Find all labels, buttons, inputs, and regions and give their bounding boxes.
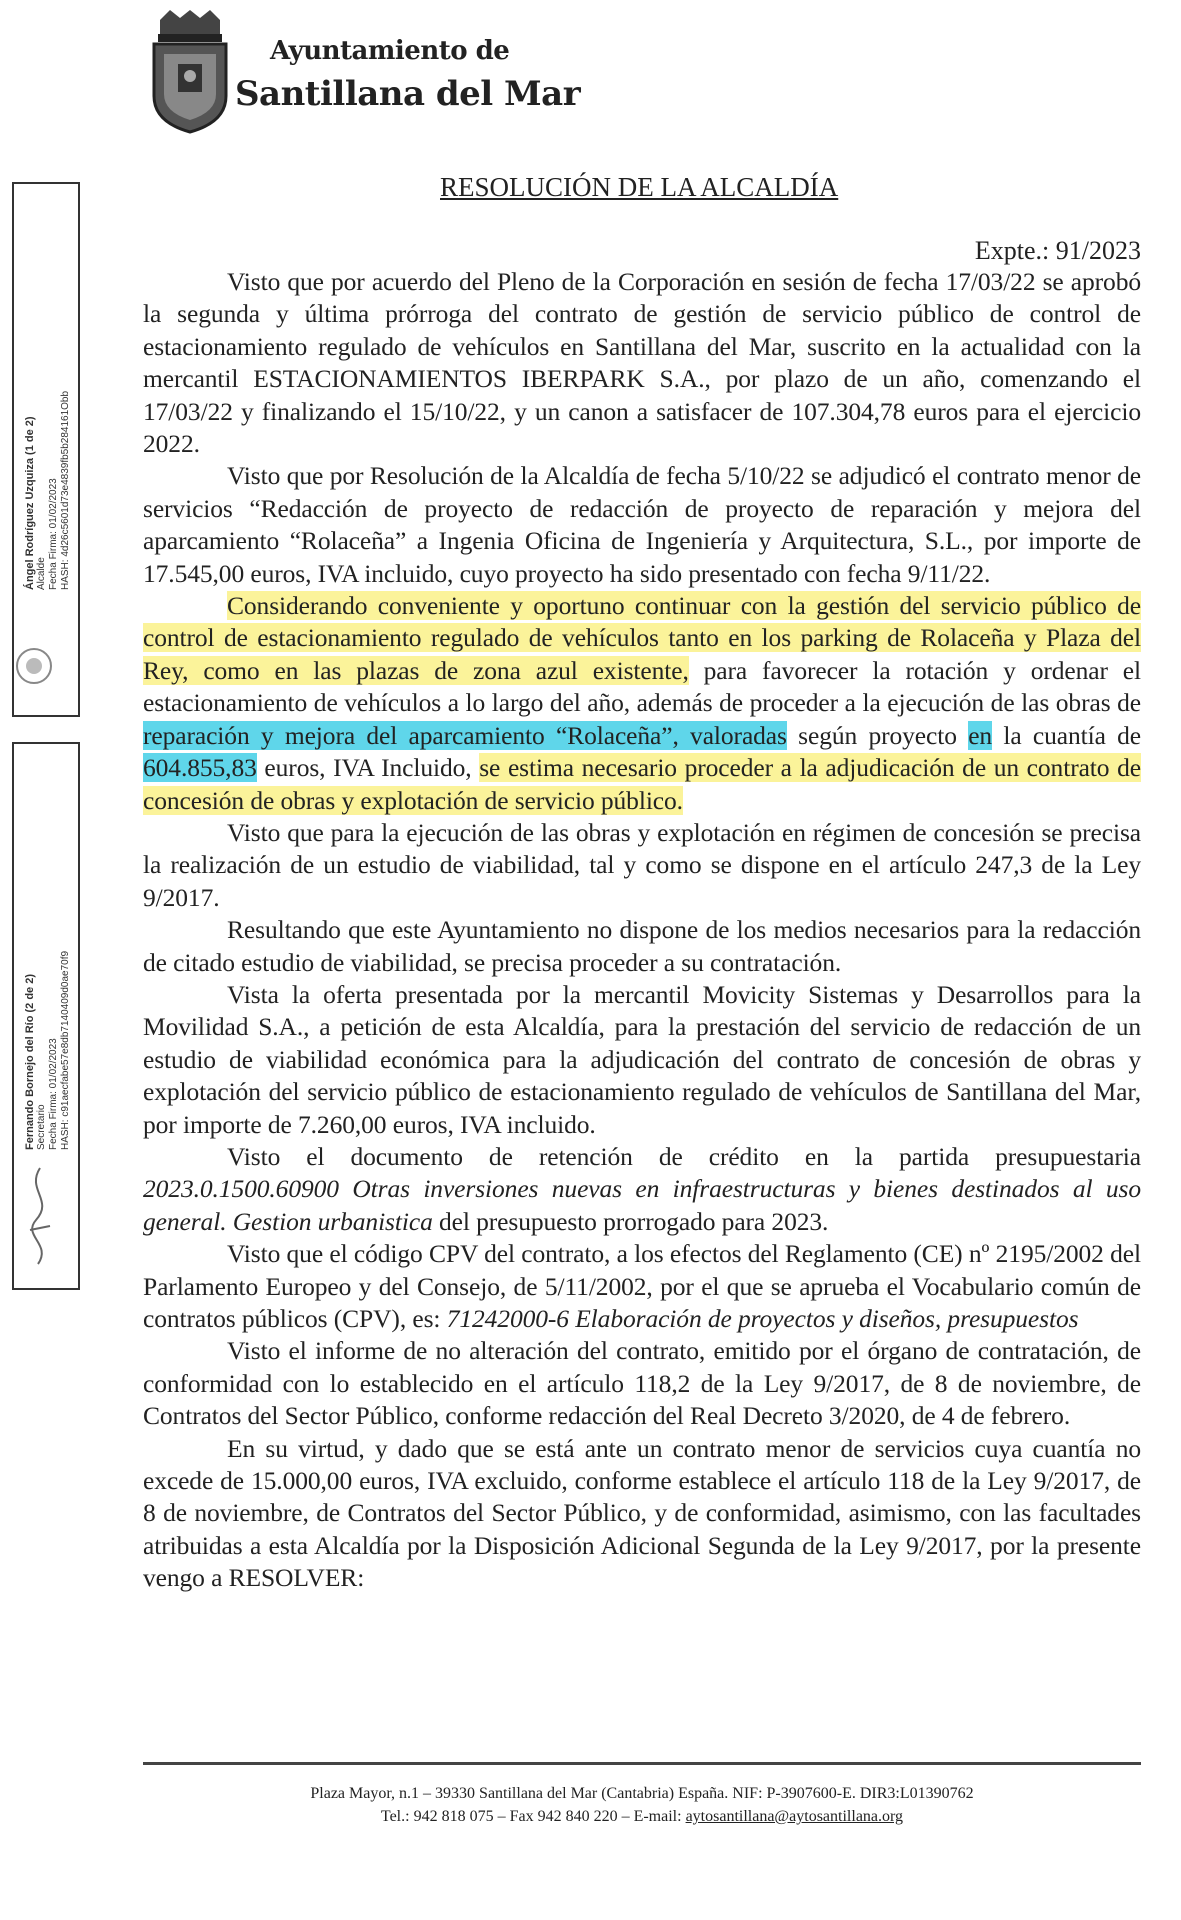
footer-contact — [143, 1805, 1141, 1828]
signer-role: Secretario — [36, 1104, 47, 1150]
paragraph: Visto que por acuerdo del Pleno de la Corporación en sesión de fecha 17/03/22 se aprobó la segunda y última prórroga del contrato de gestión de servicio público de control de estacionamiento regulado de vehículos en Santillana del Mar, suscrito en la actualidad con la mercantil ESTACIONAMIENTOS IBERPARK S.A., por plazo de un año, comenzando el 17/03/22 y finalizando el 15/10/22, y un canon a satisfacer de 107.304,78 euros para el ejercicio 2022. — [143, 267, 1141, 459]
footer-divider — [143, 1762, 1141, 1765]
paragraph-highlighted — [143, 590, 1141, 817]
seal-icon — [16, 648, 52, 684]
signer-name: Fernando Bornejo del Río (2 de 2) — [24, 973, 36, 1150]
signature-date: Fecha Firma: 01/02/2023 — [48, 478, 59, 590]
signer-role: Alcalde — [36, 557, 47, 590]
signer-name: Ángel Rodríguez Uzquiza (1 de 2) — [24, 416, 36, 590]
text-run: Visto el documento de retención de crédito en la partida presupuestaria — [227, 1141, 1141, 1171]
footer-phone-fax: Tel.: 942 818 075 – Fax 942 840 220 – E-mail: — [380, 1808, 686, 1825]
highlight-cyan: reparación y mejora del aparcamiento “Rolaceña”, valoradas — [143, 720, 787, 750]
paragraph: En su virtud, y dado que se está ante un contrato menor de servicios cuya cuantía no excede de 15.000,00 euros, IVA excluido, conforme establece el artículo 118 de la Ley 9/2017, de 8 de noviembre, de Contratos del Sector Público, y de conformidad, asimismo, con las facultades atribuidas a esta Alcaldía por la Disposición Adicional Segunda de la Ley 9/2017, por la presente vengo a RESOLVER: — [143, 1433, 1141, 1593]
paragraph — [143, 1238, 1141, 1335]
footer — [143, 1782, 1141, 1828]
footer-email-link[interactable]: aytosantillana@aytosantillana.org — [685, 1808, 904, 1825]
document-body — [143, 266, 1141, 1595]
highlight-cyan: en — [968, 720, 993, 750]
text-run: según proyecto — [786, 720, 969, 750]
paragraph: Visto que por Resolución de la Alcaldía de fecha 5/10/22 se adjudicó el contrato menor de servicios “Redacción de proyecto de redacción de proyecto de reparación y mejora del aparcamiento “Rolaceña” a Ingenia Oficina de Ingeniería y Arquitectura, S.L., por importe de 17.545,00 euros, IVA incluido, cuyo proyecto ha sido presentado con fecha 9/11/22. — [143, 461, 1141, 588]
org-name-line2: Santillana del Mar — [235, 74, 581, 114]
paragraph: Vista la oferta presentada por la mercantil Movicity Sistemas y Desarrollos para la Movilidad S.A., a petición de esta Alcaldía, para la prestación del servicio de redacción de un estudio de viabilidad económica para la adjudicación del contrato de concesión de obras y explotación del servicio público de estacionamiento regulado de vehículos de Santillana del Mar, por importe de 7.260,00 euros, IVA incluido. — [143, 979, 1141, 1139]
budget-line-italic: 2023.0.1500.60900 Otras inversiones nuevas en infraestructuras y bienes destinados al uso general. Gestion urbanistica — [143, 1174, 1141, 1236]
text-run: para favorecer la rotación y ordenar el estacionamiento de vehículos a lo largo del año, además de proceder a la ejecución de las obras de — [143, 655, 1141, 718]
text-run: la cuantía de — [992, 720, 1141, 750]
signature-date: Fecha Firma: 01/02/2023 — [48, 1038, 59, 1150]
highlight-yellow: se estima necesario proceder a la adjudicación de un contrato de concesión de obras y explotación de servicio público. — [143, 753, 1141, 815]
footer-address: Plaza Mayor, n.1 – 39330 Santillana del Mar (Cantabria) España. NIF: P-3907600-E. DIR3:L01390762 — [310, 1785, 974, 1802]
signature-text-alcalde — [24, 391, 72, 590]
org-name-line1: Ayuntamiento de — [270, 36, 510, 66]
highlight-yellow: Considerando conveniente y oportuno continuar con la gestión del servicio público de control de estacionamiento regulado de vehículos tanto en los parking de Rolaceña y Plaza del Rey, como en las plazas de zona azul existente, — [143, 591, 1141, 685]
crest-logo — [150, 10, 230, 134]
highlight-cyan-amount: 604.855,83 — [143, 753, 257, 783]
signature-text-secretario — [24, 951, 72, 1150]
handwritten-signature-icon — [16, 1160, 64, 1280]
text-run: Visto que el código CPV del contrato, a los efectos del Reglamento (CE) nº 2195/2002 del Parlamento Europeo y del Consejo, de 5/11/2002, por el que se aprueba el Vocabulario común de contratos públicos (CPV), es: — [143, 1239, 1141, 1333]
text-run: del presupuesto prorrogado para 2023. — [432, 1206, 829, 1236]
paragraph: Resultando que este Ayuntamiento no dispone de los medios necesarios para la redacción de citado estudio de viabilidad, se precisa proceder a su contratación. — [143, 915, 1141, 977]
signature-hash: HASH: c91aecfabe57e8db7140409d0ae70f9 — [60, 950, 71, 1150]
document-title: RESOLUCIÓN DE LA ALCALDÍA — [440, 172, 839, 202]
file-number: Expte.: 91/2023 — [974, 236, 1141, 265]
cpv-code-italic: 71242000-6 Elaboración de proyectos y diseños, presupuestos — [446, 1304, 1079, 1333]
signature-hash: HASH: 4d26c5601d73e4839fb5b284161Obb — [60, 390, 71, 590]
paragraph: Visto el informe de no alteración del contrato, emitido por el órgano de contratación, de conformidad con lo establecido en el artículo 118,2 de la Ley 9/2017, de 8 de noviembre, de Contratos del Sector Público, conforme redacción del Real Decreto 3/2020, de 4 de febrero. — [143, 1336, 1141, 1431]
paragraph: Visto que para la ejecución de las obras y explotación en régimen de concesión se precisa la realización de un estudio de viabilidad, tal y como se dispone en el artículo 247,3 de la Ley 9/2017. — [143, 817, 1141, 912]
paragraph — [143, 1141, 1141, 1238]
text-run: euros, IVA Incluido, — [256, 753, 480, 783]
